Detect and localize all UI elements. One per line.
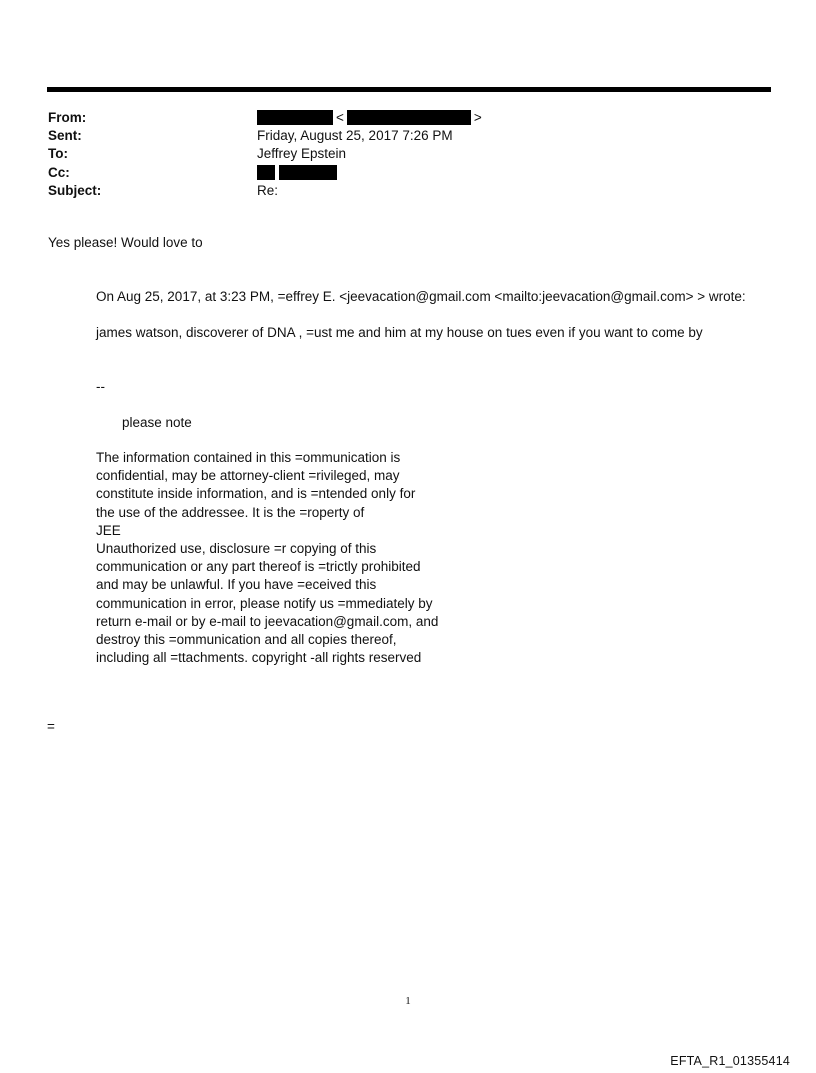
- disclaimer-line: JEE: [96, 522, 121, 538]
- document-id: EFTA_R1_01355414: [670, 1054, 790, 1068]
- page-number: 1: [405, 995, 411, 1007]
- disclaimer-line: communication in error, please notify us =mmediately by: [96, 595, 433, 611]
- trailing-equals: =: [47, 719, 55, 734]
- disclaimer-line: destroy this =ommunication and all copies thereof,: [96, 632, 397, 648]
- from-angle-open: <: [336, 110, 344, 125]
- email-header: [48, 109, 748, 200]
- redaction-box: [257, 165, 275, 180]
- from-label: From:: [48, 110, 87, 125]
- disclaimer-line: confidential, may be attorney-client =rivileged, may: [96, 468, 400, 484]
- to-value: Jeffrey Epstein: [257, 146, 347, 162]
- to-row: [48, 145, 748, 163]
- disclaimer-line: Unauthorized use, disclosure =r copying of this: [96, 541, 377, 557]
- subject-row: [48, 182, 748, 200]
- disclaimer-line: The information contained in this =ommunication is: [96, 450, 401, 465]
- signature-separator: --: [96, 379, 105, 394]
- disclaimer-line: the use of the addressee. It is the =roperty of: [96, 504, 365, 520]
- quoted-message: [96, 288, 746, 667]
- subject-value: Re:: [257, 182, 279, 198]
- disclaimer-line: constitute inside information, and is =ntended only for: [96, 486, 416, 502]
- cc-value: [257, 164, 337, 182]
- reply-text: Yes please! Would love to: [48, 235, 203, 250]
- sent-label: Sent:: [48, 128, 82, 144]
- to-label: To:: [48, 146, 68, 162]
- header-divider: [47, 87, 771, 92]
- sent-row: [48, 127, 748, 145]
- disclaimer-line: including all =ttachments. copyright -all rights reserved: [96, 650, 422, 666]
- redaction-box: [347, 110, 471, 125]
- disclaimer: [96, 449, 456, 667]
- from-value: [257, 109, 485, 127]
- subject-label: Subject:: [48, 182, 102, 198]
- redaction-box: [257, 110, 333, 125]
- disclaimer-line: and may be unlawful. If you have =eceived this: [96, 577, 377, 593]
- cc-row: [48, 164, 748, 182]
- quoted-body: james watson, discoverer of DNA , =ust me and him at my house on tues even if you want to come by: [96, 325, 703, 340]
- from-angle-close: >: [473, 110, 482, 125]
- from-row: [48, 109, 748, 127]
- disclaimer-line: return e-mail or by e-mail to jeevacation@gmail.com, and: [96, 613, 439, 629]
- sent-value: Friday, August 25, 2017 7:26 PM: [257, 128, 453, 144]
- cc-label: Cc:: [48, 164, 70, 180]
- disclaimer-line: communication or any part thereof is =trictly prohibited: [96, 559, 421, 575]
- signature-gap: [96, 396, 746, 414]
- signature-note: please note: [122, 415, 192, 430]
- redaction-box: [279, 165, 337, 180]
- quoted-header: On Aug 25, 2017, at 3:23 PM, =effrey E. <jeevacation@gmail.com <mailto:jeevacation@gmail.com> > wrote:: [96, 289, 746, 304]
